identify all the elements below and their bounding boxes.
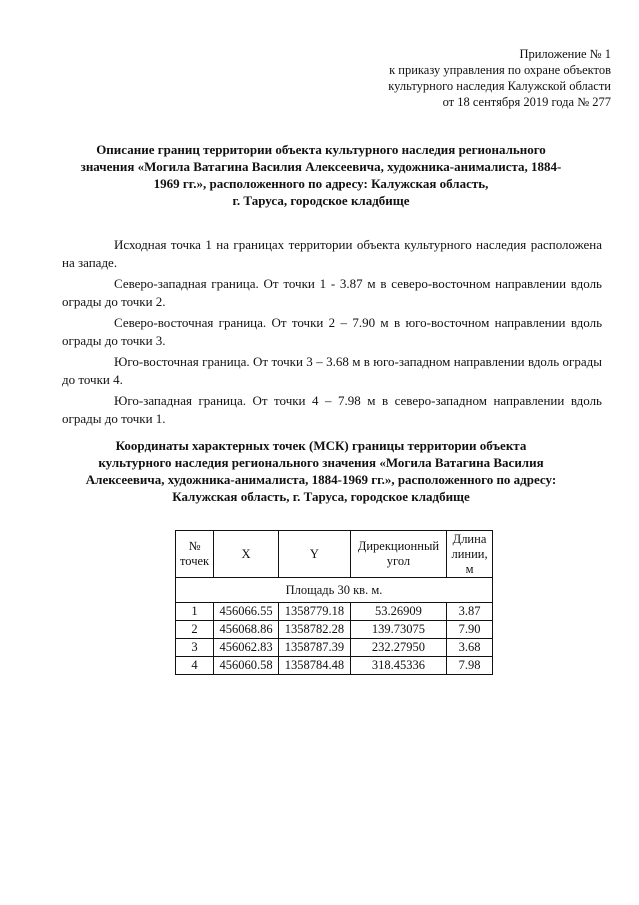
title-line: Описание границ территории объекта культурного наследия регионального: [96, 142, 546, 157]
boundary-paragraph: Исходная точка 1 на границах территории объекта культурного наследия расположена на западе.: [62, 237, 602, 270]
column-header-point-number: № точек: [176, 531, 214, 578]
table-header-row: [176, 531, 493, 578]
header-line: к приказу управления по охране объектов: [389, 63, 611, 77]
cell-point-number: 1: [176, 603, 214, 621]
boundary-paragraph: Юго-восточная граница. От точки 3 – 3.68 м в юго-западном направлении вдоль ограды до точки 4.: [62, 354, 602, 387]
boundary-paragraph: Северо-западная граница. От точки 1 - 3.87 м в северо-восточном направлении вдоль ограды до точки 2.: [62, 276, 602, 309]
table-row: [176, 657, 493, 675]
cell-line-length: 3.68: [447, 639, 493, 657]
title-line: Калужская область, г. Таруса, городское кладбище: [172, 489, 470, 504]
cell-point-number: 3: [176, 639, 214, 657]
cell-direction-angle: 53.26909: [350, 603, 446, 621]
cell-x: 456060.58: [214, 657, 279, 675]
title-line: Алексеевича, художника-анималиста, 1884-1969 гг.», расположенного по адресу:: [85, 472, 557, 487]
cell-direction-angle: 318.45336: [350, 657, 446, 675]
boundary-description: [62, 236, 602, 431]
appendix-header: [388, 46, 611, 110]
table-row: [176, 603, 493, 621]
column-header-x: X: [214, 531, 279, 578]
table-row: [176, 621, 493, 639]
title-line: значения «Могила Ватагина Василия Алексеевича, художника-анималиста, 1884-: [80, 159, 562, 174]
title-line: культурного наследия регионального значения «Могила Ватагина Василия: [98, 455, 544, 470]
cell-y: 1358787.39: [278, 639, 350, 657]
column-header-line-length: Длина линии, м: [447, 531, 493, 578]
cell-line-length: 3.87: [447, 603, 493, 621]
cell-direction-angle: 232.27950: [350, 639, 446, 657]
coordinates-title: [40, 437, 602, 505]
boundary-paragraph: Северо-восточная граница. От точки 2 – 7.90 м в юго-восточном направлении вдоль ограды до точки 3.: [62, 315, 602, 348]
cell-point-number: 2: [176, 621, 214, 639]
header-line: культурного наследия Калужской области: [388, 79, 611, 93]
description-title: [40, 141, 602, 209]
area-label: Площадь 30 кв. м.: [176, 578, 493, 603]
cell-y: 1358779.18: [278, 603, 350, 621]
coordinates-table: [175, 530, 493, 675]
cell-x: 456066.55: [214, 603, 279, 621]
title-line: г. Таруса, городское кладбище: [232, 193, 410, 208]
cell-direction-angle: 139.73075: [350, 621, 446, 639]
cell-y: 1358784.48: [278, 657, 350, 675]
cell-x: 456068.86: [214, 621, 279, 639]
cell-line-length: 7.98: [447, 657, 493, 675]
header-line: Приложение № 1: [519, 47, 611, 61]
cell-y: 1358782.28: [278, 621, 350, 639]
cell-x: 456062.83: [214, 639, 279, 657]
cell-point-number: 4: [176, 657, 214, 675]
column-header-direction-angle: Дирекционный угол: [350, 531, 446, 578]
table-area-row: [176, 578, 493, 603]
title-line: Координаты характерных точек (МСК) границы территории объекта: [115, 438, 527, 453]
column-header-y: Y: [278, 531, 350, 578]
boundary-paragraph: Юго-западная граница. От точки 4 – 7.98 м в северо-западном направлении вдоль ограды до точки 1.: [62, 393, 602, 426]
title-line: 1969 гг.», расположенного по адресу: Калужская область,: [153, 176, 489, 191]
header-line: от 18 сентября 2019 года № 277: [442, 95, 611, 109]
table-row: [176, 639, 493, 657]
cell-line-length: 7.90: [447, 621, 493, 639]
